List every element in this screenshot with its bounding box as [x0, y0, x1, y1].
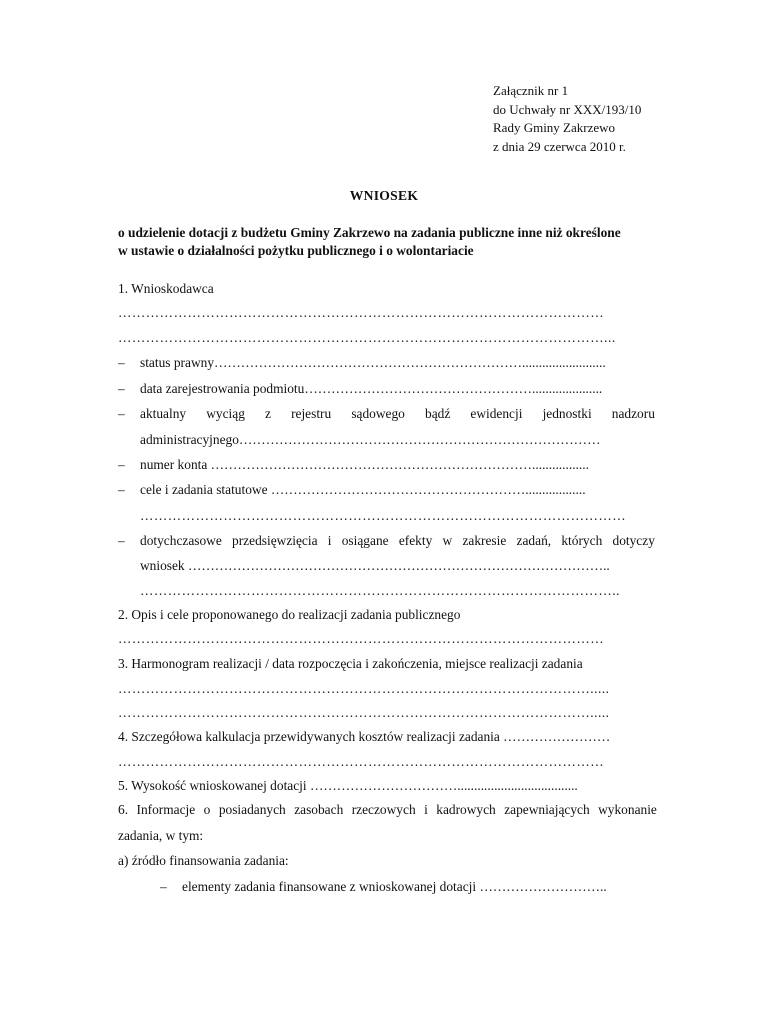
fill-line: ………………………………………………………………………………………….....: [118, 681, 610, 696]
section-5-heading: 5. Wysokość wnioskowanej dotacji ……………………………....................................: [118, 778, 578, 793]
word: wyciąg: [206, 406, 245, 421]
word: zadań,: [516, 533, 552, 548]
annex-line: z dnia 29 czerwca 2010 r.: [493, 138, 626, 154]
list-dash: –: [118, 457, 125, 472]
list-dash: –: [118, 482, 125, 497]
item-dotychczasowe: [140, 533, 655, 549]
subtitle-line: w ustawie o działalności pożytku publicznego i o wolontariacie: [118, 243, 474, 258]
word: efekty: [398, 533, 433, 548]
word: rejestru: [291, 406, 332, 421]
word: dotyczy: [612, 533, 655, 548]
fill-line: …………………………………………………………………………………………..: [140, 583, 620, 598]
word: jednostki: [542, 406, 592, 421]
list-dash: –: [118, 355, 125, 370]
item-elementy-zadania: elementy zadania finansowane z wnioskowanej dotacji ………………………..: [182, 879, 607, 894]
item-numer-konta: numer konta ……………………………………………………………….................: [140, 457, 589, 472]
document-subtitle: [118, 224, 658, 260]
word: przedsięwzięcia: [232, 533, 318, 548]
list-dash: –: [118, 381, 125, 396]
fill-line: ……………………………………………………………………………………………: [140, 508, 627, 523]
fill-line: ………………………………………………………………………………………….....: [118, 705, 610, 720]
annex-line: Załącznik nr 1: [493, 83, 569, 98]
section-6-continuation: zadania, w tym:: [118, 828, 204, 843]
fill-line: ……………………………………………………………………………………………: [118, 631, 605, 646]
item-cele-zadania: cele i zadania statutowe …………………………………………………..................: [140, 482, 586, 497]
word: zasobach: [294, 802, 344, 817]
word: o: [203, 802, 211, 817]
item-wyciag: [140, 406, 655, 422]
section-1-heading: 1. Wnioskodawca: [118, 281, 214, 296]
word: zakresie: [462, 533, 507, 548]
section-3-heading: 3. Harmonogram realizacji / data rozpoczęcia i zakończenia, miejsce realizacji zadania: [118, 656, 583, 671]
word: kadrowych: [436, 802, 496, 817]
word: posiadanych: [218, 802, 286, 817]
word: wykonanie: [598, 802, 657, 817]
annex-line: Rady Gminy Zakrzewo: [493, 120, 616, 135]
word: 6.: [118, 802, 129, 817]
word: w: [442, 533, 453, 548]
item-administracyjnego: administracyjnego………………………………………………………………………: [140, 432, 601, 447]
document-title: WNIOSEK: [349, 188, 419, 203]
item-data-zarejestrowania: data zarejestrowania podmiotu…………………………………………….....................: [140, 381, 603, 396]
word: nadzoru: [611, 406, 655, 421]
fill-line: ……………………………………………………………………………………………: [118, 754, 605, 769]
word: ewidencji: [470, 406, 523, 421]
word: z: [265, 406, 271, 421]
subsection-a-heading: a) źródło finansowania zadania:: [118, 853, 289, 868]
annex-line: do Uchwały nr XXX/193/10: [493, 101, 642, 117]
word: sądowego: [351, 406, 405, 421]
annex-header: [493, 82, 641, 156]
item-status-prawny: status prawny…………………………………………………………….........................: [140, 355, 606, 370]
word: Informacje: [136, 802, 196, 817]
word: osiągane: [341, 533, 389, 548]
fill-line: ……………………………………………………………………………………………: [118, 305, 605, 320]
list-dash: –: [118, 533, 125, 548]
word: dotychczasowe: [140, 533, 222, 548]
word: bądź: [425, 406, 451, 421]
fill-line: ……………………………………………………………………………………………...: [118, 330, 616, 345]
word: których: [561, 533, 603, 548]
word: zapewniających: [504, 802, 590, 817]
word: i: [424, 802, 428, 817]
section-6-heading: [118, 802, 657, 818]
subtitle-line: o udzielenie dotacji z budżetu Gminy Zakrzewo na zadania publiczne inne niż określone: [118, 225, 621, 240]
list-dash: –: [118, 406, 125, 421]
section-4-heading: 4. Szczegółowa kalkulacja przewidywanych kosztów realizacji zadania ……………………: [118, 729, 611, 744]
item-wniosek: wniosek …………………………………………………………………………………..: [140, 558, 610, 573]
word: aktualny: [140, 406, 187, 421]
word: rzeczowych: [351, 802, 416, 817]
list-dash: –: [160, 879, 167, 894]
word: i: [327, 533, 332, 548]
section-2-heading: 2. Opis i cele proponowanego do realizacji zadania publicznego: [118, 607, 461, 622]
